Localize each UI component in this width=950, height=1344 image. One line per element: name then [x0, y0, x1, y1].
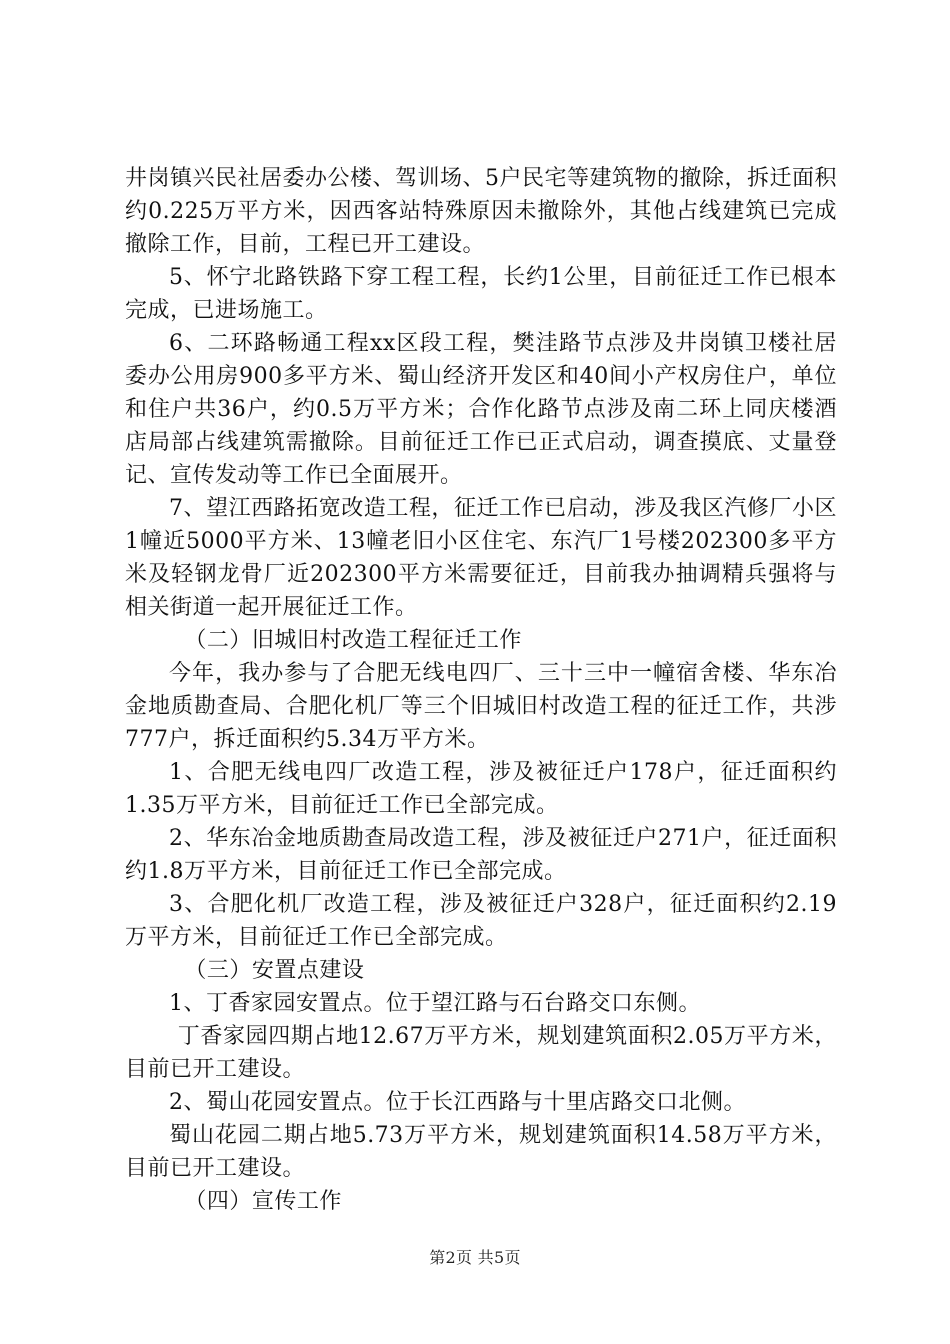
paragraph: 丁香家园四期占地12.67万平方米，规划建筑面积2.05万平方米，目前已开工建设。 — [125, 1024, 837, 1082]
paragraph: 蜀山花园二期占地5.73万平方米，规划建筑面积14.58万平方米，目前已开工建设。 — [125, 1123, 837, 1181]
paragraph: 1、合肥无线电四厂改造工程，涉及被征迁户178户，征迁面积约1.35万平方米，目前征迁工作已全部完成。 — [125, 760, 837, 818]
section-heading: （二）旧城旧村改造工程征迁工作 — [184, 628, 522, 653]
paragraph: 井岗镇兴民社居委办公楼、驾训场、5户民宅等建筑物的撤除，拆迁面积约0.225万平方米，因西客站特殊原因未撤除外，其他占线建筑已完成撤除工作，目前，工程已开工建设。 — [125, 166, 837, 257]
paragraph: 6、二环路畅通工程xx区段工程，樊洼路节点涉及井岗镇卫楼社居委办公用房900多平方米、蜀山经济开发区和40间小产权房住户，单位和住户共36户，约0.5万平方米；合作化路节点涉及南二环上同庆楼酒店局部占线建筑需撤除。目前征迁工作已正式启动，调查摸底、丈量登记、宣传发动等工作已全面展开。 — [125, 331, 837, 488]
paragraph: 今年，我办参与了合肥无线电四厂、三十三中一幢宿舍楼、华东冶金地质勘查局、合肥化机厂等三个旧城旧村改造工程的征迁工作，共涉777户，拆迁面积约5.34万平方米。 — [125, 661, 837, 752]
paragraph: 5、怀宁北路铁路下穿工程工程，长约1公里，目前征迁工作已根本完成，已进场施工。 — [125, 265, 837, 323]
paragraph: 2、华东冶金地质勘查局改造工程，涉及被征迁户271户，征迁面积约1.8万平方米，目前征迁工作已全部完成。 — [125, 826, 837, 884]
paragraph: 7、望江西路拓宽改造工程，征迁工作已启动，涉及我区汽修厂小区1幢近5000平方米、13幢老旧小区住宅、东汽厂1号楼202300多平方米及轻钢龙骨厂近202300平方米需要征迁，目前我办抽调精兵强将与相关街道一起开展征迁工作。 — [125, 496, 837, 620]
section-heading: （三）安置点建设 — [184, 958, 365, 983]
paragraph: 3、合肥化机厂改造工程，涉及被征迁户328户，征迁面积约2.19万平方米，目前征迁工作已全部完成。 — [125, 892, 837, 950]
document-body — [125, 162, 837, 1218]
page-number-footer: 第2页 共5页 — [429, 1248, 521, 1267]
paragraph: 2、蜀山花园安置点。位于长江西路与十里店路交口北侧。 — [169, 1090, 746, 1115]
paragraph: 1、丁香家园安置点。位于望江路与石台路交口东侧。 — [169, 991, 701, 1016]
section-heading: （四）宣传工作 — [184, 1189, 342, 1214]
